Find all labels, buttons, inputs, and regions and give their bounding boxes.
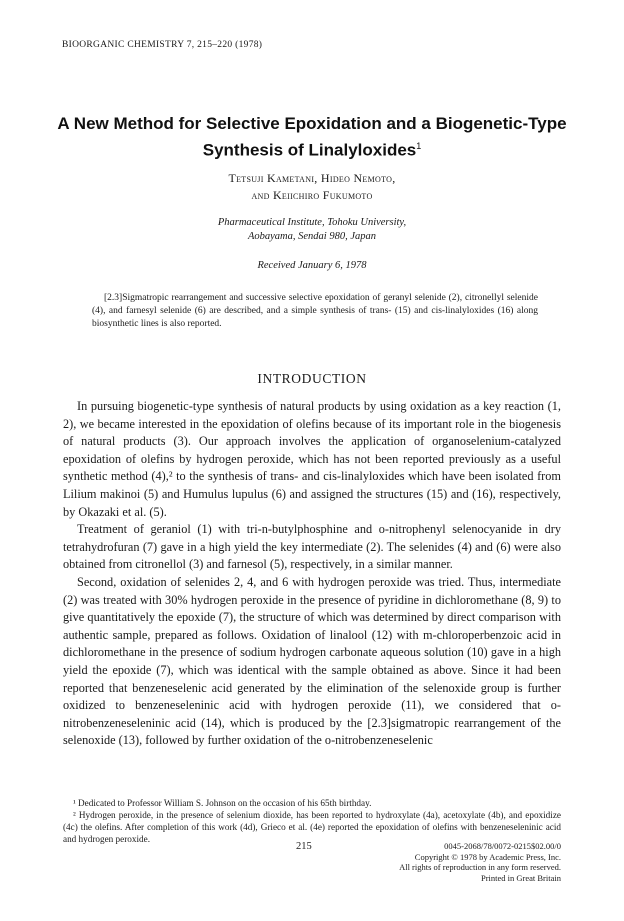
- authors-line-2: and Keiichiro Fukumoto: [251, 188, 373, 202]
- article-title-text: A New Method for Selective Epoxidation and a Biogenetic-Type Synthesis of Linalyloxides: [57, 114, 567, 160]
- authors: [0, 170, 624, 204]
- page-number: 215: [296, 841, 312, 852]
- copyright-line-1: 0045-2068/78/0072-0215$02.00/0: [444, 841, 561, 851]
- copyright-block: [399, 841, 561, 883]
- footnote-2: ² Hydrogen peroxide, in the presence of selenium dioxide, has been reported to hydroxylate (4a), acetoxylate (4b), and epoxidize (4c) the olefins. After completion of this work (4d), Grieco et al. (4e) reported the epoxidation of olefins with benzeneseleninic acid and hydrogen peroxide.: [63, 810, 561, 844]
- journal-header: BIOORGANIC CHEMISTRY 7, 215–220 (1978): [62, 40, 263, 50]
- authors-line-1: Tetsuji Kametani, Hideo Nemoto,: [228, 171, 396, 185]
- copyright-line-3: All rights of reproduction in any form reserved.: [399, 862, 561, 872]
- footnote-1: ¹ Dedicated to Professor William S. Johnson on the occasion of his 65th birthday.: [73, 798, 372, 808]
- abstract: [2.3]Sigmatropic rearrangement and successive selective epoxidation of geranyl selenide (2), citronellyl selenide (4), and farnesyl selenide (6) are described, and a simple synthesis of trans- (15) and cis-linalyloxides (16) along biosynthetic lines is also reported.: [92, 293, 538, 329]
- article-title: [40, 112, 584, 162]
- received-date: Received January 6, 1978: [257, 260, 367, 271]
- footnotes: [63, 797, 561, 845]
- paragraph-3: Second, oxidation of selenides 2, 4, and 6 with hydrogen peroxide was tried. Thus, intermediate (2) was treated with 30% hydrogen peroxide in the presence of pyridine in dichloromethane (8, 9) to give quantitatively the epoxide (7), the structure of which was determined by direct comparison with authentic sample, prepared as follows. Oxidation of linalool (12) with m-chloroperbenzoic acid in dichloromethane in the presence of sodium hydrogen carbonate aqueous solution (10) gave in a high yield the epoxide (7), which was identical with the sample obtained as above. Since it had been reported that benzeneselenic acid generated by the elimination of the selenoxide group is further oxidized to benzeneseleninic acid with hydrogen peroxide (11), we considered that o-nitrobenzeneseleninic acid (14), which is produced by the [2.3]sigmatropic rearrangement of the selenoxide (13), followed by further oxidation of the o-nitrobenzeneselenic: [63, 574, 561, 748]
- affiliation: [0, 216, 624, 244]
- copyright-line-4: Printed in Great Britain: [480, 872, 561, 883]
- paragraph-2: Treatment of geraniol (1) with tri-n-butylphosphine and o-nitrophenyl selenocyanide in dry tetrahydrofuran (7) gave in a high yield the key intermediate (2). The selenides (4) and (6) were also obtained from citronellol (3) and farnesol (5), respectively, in a similar manner.: [63, 522, 561, 572]
- title-footnote-marker: 1: [416, 141, 422, 151]
- affiliation-line-2: Aobayama, Sendai 980, Japan: [247, 231, 377, 242]
- affiliation-line-1: Pharmaceutical Institute, Tohoku University,: [217, 217, 407, 228]
- section-heading: INTRODUCTION: [257, 371, 367, 386]
- body-text: [63, 398, 561, 750]
- paragraph-1: In pursuing biogenetic-type synthesis of natural products by using oxidation as a key reaction (1, 2), we became interested in the epoxidation of olefins because of its important role in the biogenesis of natural products (3). Our approach involves the application of organoselenium-catalyzed epoxidation of olefins by hydrogen peroxide, which has not been reported previously as a useful synthetic method (4),² to the synthesis of trans- and cis-linalyloxides which have been isolated from Lilium makinoi (5) and Humulus lupulus (6) and assigned the structures (15) and (16), respectively, by Okazaki et al. (5).: [63, 399, 561, 519]
- copyright-line-2: Copyright © 1978 by Academic Press, Inc.: [414, 851, 561, 862]
